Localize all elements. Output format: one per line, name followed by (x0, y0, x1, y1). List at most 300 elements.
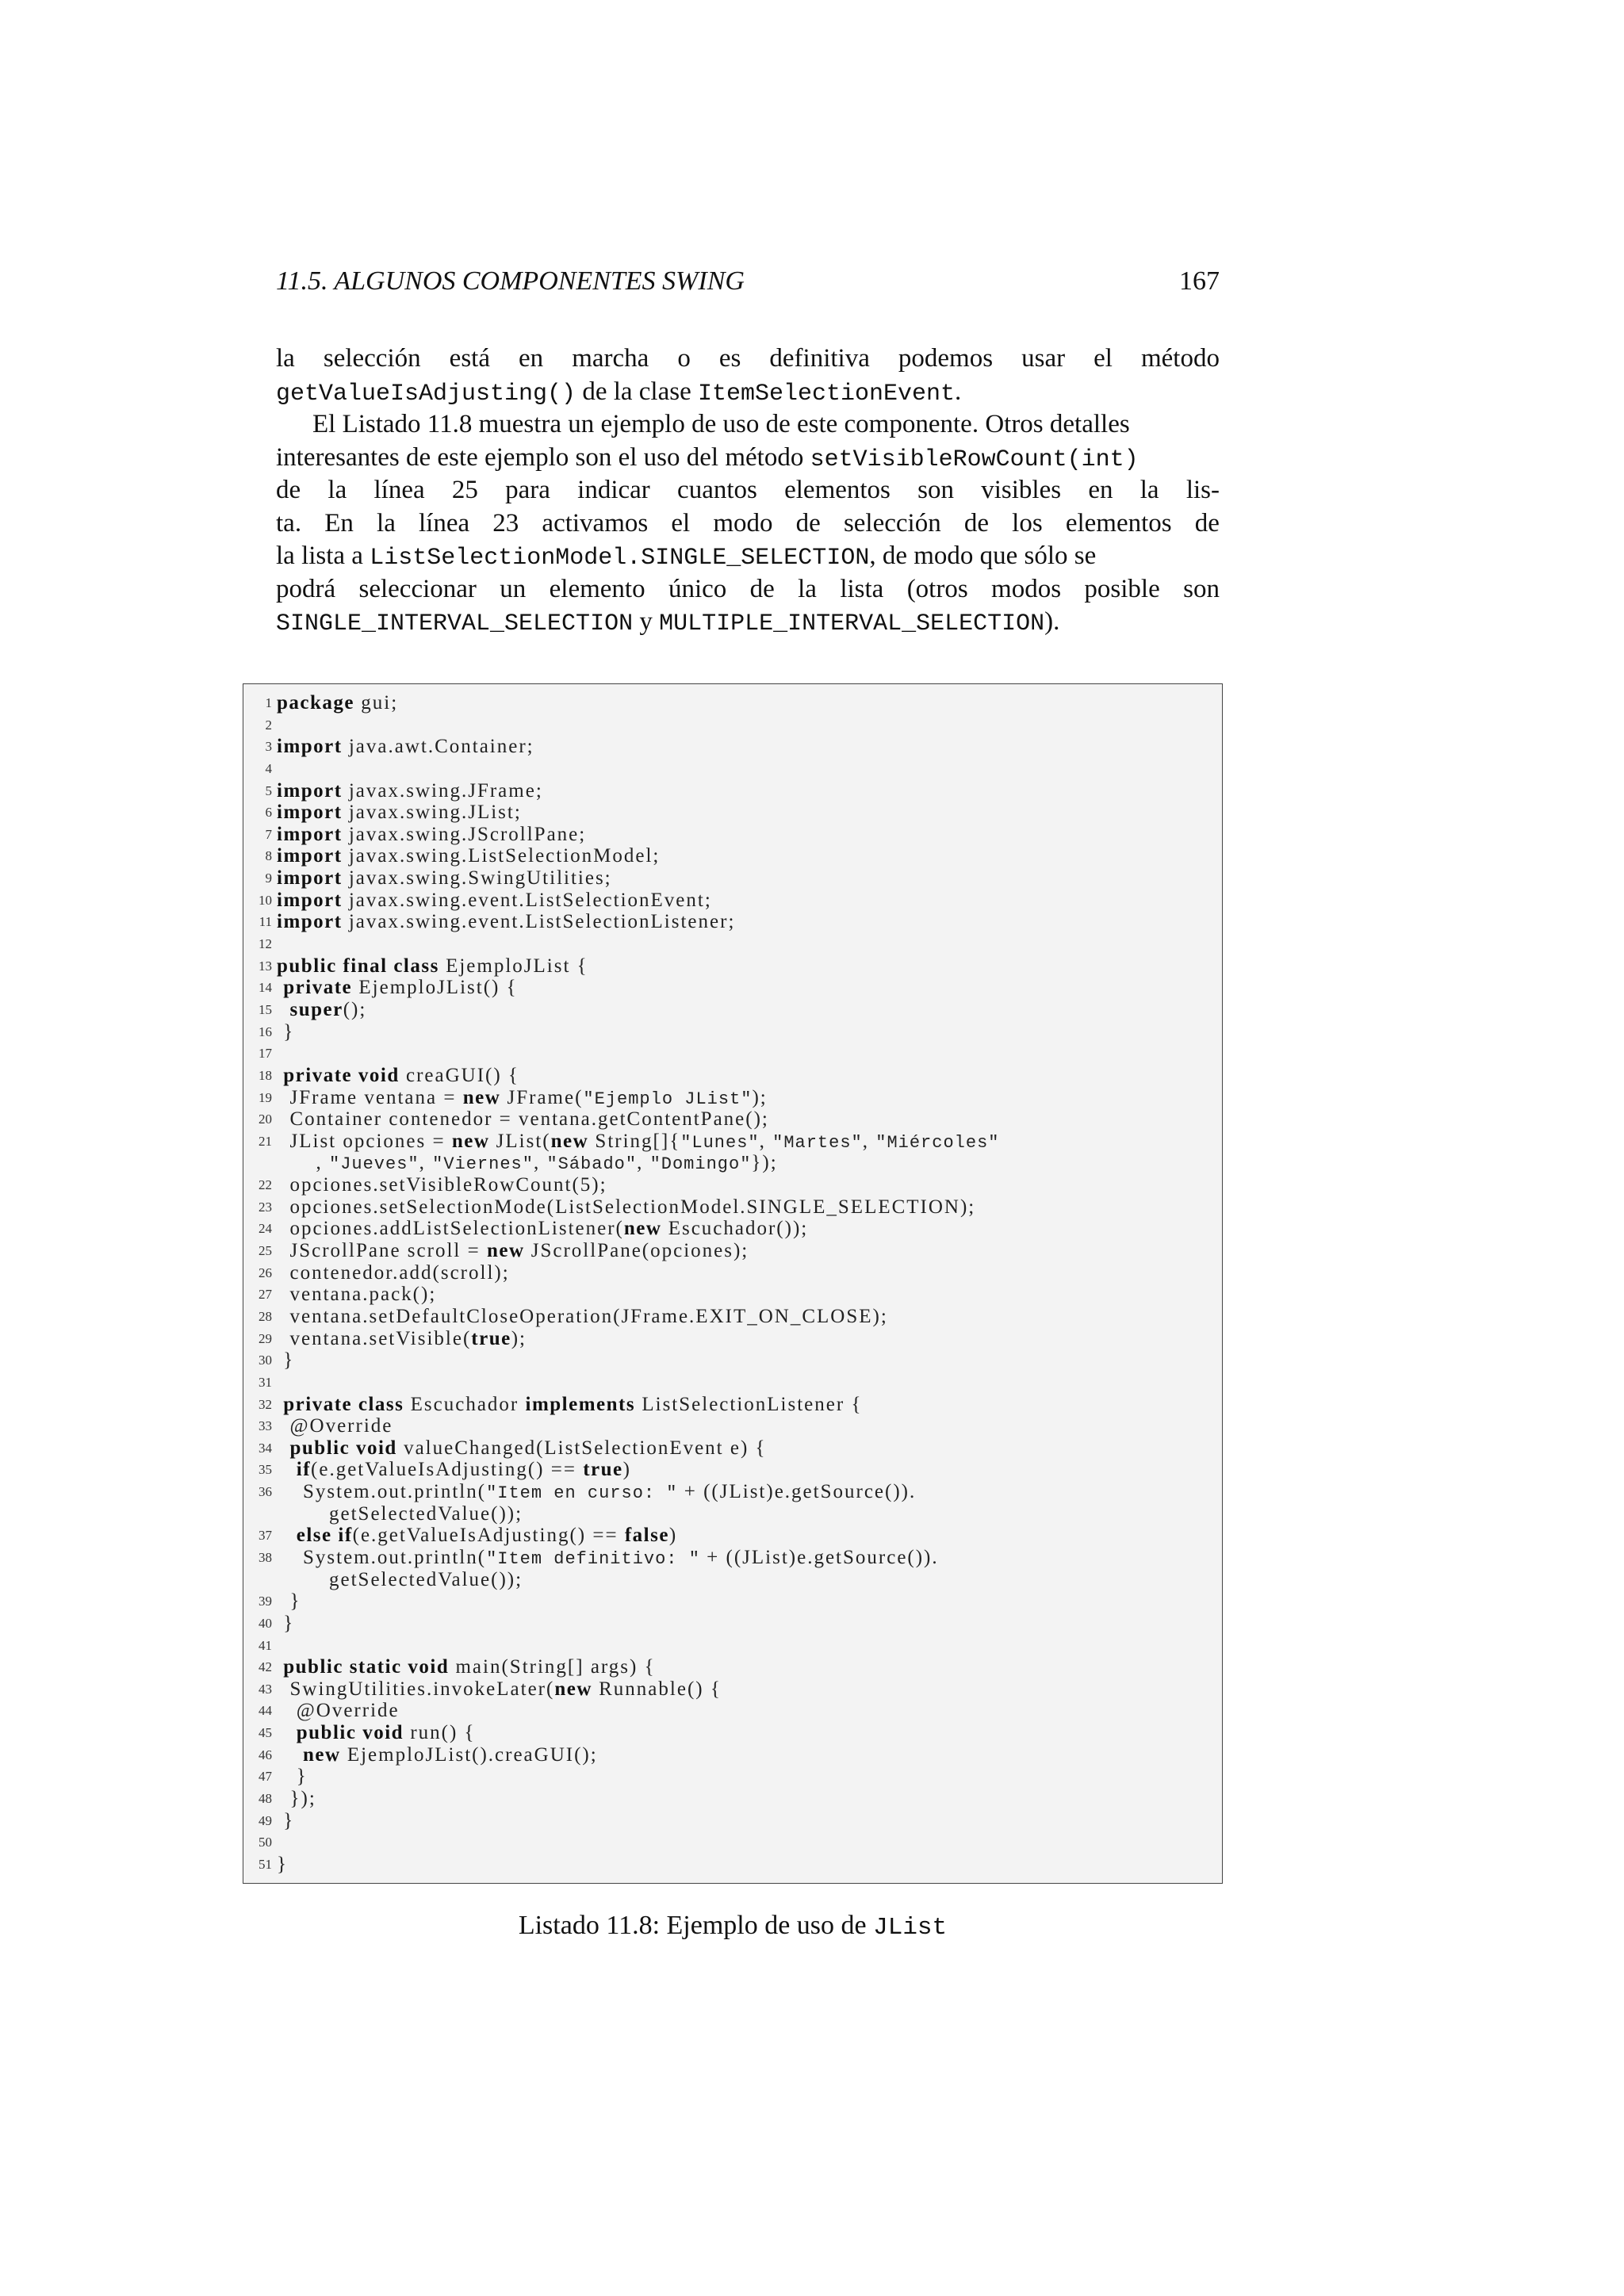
word: es (718, 344, 741, 373)
code-line (243, 999, 1222, 1021)
line-number: 9 (265, 871, 272, 886)
code-line (243, 1678, 1222, 1701)
code-token (277, 1459, 297, 1480)
code-token: + ((JList)e.getSource()). (699, 1546, 939, 1568)
code-token: } (277, 1612, 295, 1634)
code-keyword: new (486, 1240, 525, 1262)
code-token: javax.swing.ListSelectionModel; (342, 845, 661, 867)
code-token: JFrame( (500, 1086, 584, 1108)
code-keyword: public void (289, 1437, 397, 1459)
code-token: javax.swing.event.ListSelectionListener; (342, 911, 736, 933)
code-token: run() { (404, 1722, 476, 1744)
code-text (277, 1766, 308, 1788)
code-text (277, 1306, 888, 1328)
word: línea (373, 476, 425, 504)
code-line (243, 1613, 1222, 1635)
line-number: 42 (259, 1659, 272, 1675)
code-line (243, 1831, 1222, 1854)
text-run: ). (1044, 607, 1060, 636)
code-listing (243, 683, 1223, 1884)
code-token: Escuchador (404, 1393, 526, 1415)
code-text (277, 1503, 523, 1525)
word: único (668, 574, 727, 603)
code-token: ); (511, 1327, 527, 1349)
code-line (243, 1262, 1222, 1284)
code-text (277, 736, 534, 758)
code-line (243, 1021, 1222, 1043)
code-text (277, 1065, 519, 1087)
line-number: 51 (259, 1856, 272, 1872)
code-line (243, 890, 1222, 912)
code-line (243, 1196, 1222, 1219)
word: de (276, 476, 301, 504)
code-keyword: new (451, 1130, 490, 1152)
code-keyword: new (462, 1086, 501, 1108)
listing-caption (243, 1911, 1223, 1942)
code-token: JFrame ventana = (277, 1086, 463, 1108)
code-token: SwingUtilities.invokeLater( (277, 1678, 555, 1700)
line-number: 34 (259, 1440, 272, 1456)
caption-code: JList (873, 1914, 948, 1942)
code-keyword: super (289, 998, 343, 1020)
line-number: 33 (259, 1418, 272, 1434)
word: posible (1084, 574, 1160, 603)
code-token: ventana.setDefaultCloseOperation(JFrame.EXIT_ON_CLOSE); (277, 1305, 888, 1327)
code-text (277, 692, 398, 714)
code-text (277, 1021, 294, 1043)
code-line (243, 1547, 1222, 1569)
code-text (277, 911, 735, 933)
code-token: getSelectedValue()); (277, 1502, 523, 1525)
inline-code: ListSelectionModel.SINGLE_SELECTION (370, 545, 870, 572)
paragraph-2-line-5 (276, 540, 1220, 573)
paragraph-2-line-1: El Listado 11.8 muestra un ejemplo de uso de este componente. Otros detalles (312, 410, 1130, 438)
code-text (277, 1547, 939, 1571)
code-token: @Override (277, 1700, 400, 1722)
line-number: 3 (265, 739, 272, 755)
code-string: "Item en curso: " (486, 1483, 678, 1504)
word: de (963, 508, 990, 538)
code-token: opciones.addListSelectionListener( (277, 1218, 624, 1240)
page-header (276, 266, 1220, 301)
code-keyword: true (471, 1327, 511, 1349)
code-token: Container contenedor = ventana.getContentPane(); (277, 1108, 769, 1131)
code-line (243, 1459, 1222, 1481)
line-number: 14 (259, 980, 272, 996)
code-token: } (277, 1020, 295, 1043)
code-token (277, 1525, 297, 1546)
code-token: ListSelectionListener { (635, 1393, 863, 1415)
text-run: de la clase (576, 377, 698, 406)
code-text (277, 1284, 436, 1306)
code-token: EjemploJList() { (352, 977, 518, 999)
word: de (749, 574, 775, 603)
line-number: 36 (259, 1484, 272, 1500)
line-number: 35 (259, 1462, 272, 1478)
code-line (243, 1525, 1222, 1547)
code-text (277, 1810, 294, 1832)
code-token: , (277, 1152, 329, 1174)
code-line (243, 955, 1222, 978)
code-text (277, 1108, 769, 1131)
section-title: 11.5. ALGUNOS COMPONENTES SWING (276, 266, 745, 296)
code-token (277, 1656, 283, 1678)
code-token: } (277, 1809, 295, 1831)
code-token: , (637, 1152, 650, 1174)
code-line (243, 1722, 1222, 1744)
code-keyword: package (277, 692, 354, 714)
line-number: 45 (259, 1725, 272, 1741)
code-token: main(String[] args) { (449, 1656, 656, 1678)
code-string: "Martes" (772, 1132, 863, 1153)
code-token: java.awt.Container; (342, 736, 534, 758)
code-keyword: new (303, 1743, 341, 1766)
code-token: contenedor.add(scroll); (277, 1261, 510, 1284)
line-number: 30 (259, 1353, 272, 1368)
code-text (277, 1788, 316, 1810)
paragraph-2-line-3 (276, 474, 1220, 507)
word: o (677, 344, 691, 373)
word: seleccionar (358, 574, 477, 603)
code-token: (); (343, 998, 367, 1020)
code-token: JList opciones = (277, 1130, 452, 1152)
code-text (277, 1744, 598, 1766)
word: modo (713, 508, 773, 538)
code-line (243, 1656, 1222, 1678)
code-token: , (533, 1152, 547, 1174)
inline-code: MULTIPLE_INTERVAL_SELECTION (659, 610, 1045, 637)
code-token: javax.swing.SwingUtilities; (342, 867, 612, 890)
code-line (243, 758, 1222, 780)
code-token: javax.swing.JList; (342, 802, 522, 824)
paragraph-2-line-4 (276, 507, 1220, 541)
word: la (276, 344, 295, 373)
word: marcha (572, 344, 649, 373)
code-line (243, 1590, 1222, 1613)
word: la (798, 574, 817, 603)
code-token: valueChanged(ListSelectionEvent e) { (396, 1437, 767, 1459)
code-line (243, 1854, 1222, 1876)
code-token: JScrollPane scroll = (277, 1240, 487, 1262)
line-number: 6 (265, 805, 272, 821)
code-token (277, 999, 290, 1020)
code-string: "Miércoles" (875, 1132, 1000, 1153)
code-token: + ((JList)e.getSource()). (677, 1481, 917, 1503)
code-text (277, 1218, 808, 1240)
code-token: JList( (489, 1130, 551, 1152)
line-number: 23 (259, 1199, 272, 1215)
paragraph-2-line-6 (276, 573, 1220, 607)
code-token: opciones.setVisibleRowCount(5); (277, 1174, 607, 1196)
word: ta. (276, 508, 302, 538)
inline-code: SINGLE_INTERVAL_SELECTION (276, 610, 634, 637)
page-number: 167 (1179, 266, 1220, 296)
code-line (243, 1635, 1222, 1657)
line-number: 37 (259, 1528, 272, 1544)
word: para (505, 476, 550, 504)
code-text (277, 780, 543, 802)
code-keyword: public void (296, 1722, 404, 1744)
word: modos (991, 574, 1062, 603)
line-number: 13 (259, 958, 272, 974)
word: cuantos (677, 476, 757, 504)
word: método (1140, 344, 1220, 373)
code-text (277, 1590, 301, 1613)
code-token: ventana.setVisible( (277, 1327, 472, 1349)
code-text (277, 1678, 722, 1701)
paragraph-1-line-2 (276, 376, 1220, 409)
code-keyword: private class (283, 1393, 404, 1415)
word: la (327, 476, 347, 504)
code-token: Escuchador()); (661, 1218, 809, 1240)
code-token (277, 1065, 283, 1086)
word: elemento (549, 574, 645, 603)
code-token: String[]{ (588, 1130, 681, 1152)
code-keyword: import (277, 889, 343, 911)
line-number: 39 (259, 1594, 272, 1609)
code-token: javax.swing.event.ListSelectionEvent; (342, 889, 712, 911)
line-number: 38 (259, 1549, 272, 1565)
code-token: ) (622, 1459, 631, 1481)
code-line (243, 845, 1222, 867)
code-text (277, 1394, 862, 1416)
code-text (277, 1174, 607, 1196)
code-line (243, 1372, 1222, 1394)
code-token: javax.swing.JScrollPane; (342, 823, 587, 845)
code-line (243, 1087, 1222, 1109)
word: En (324, 508, 354, 538)
line-number: 27 (259, 1287, 272, 1303)
word: usar (1021, 344, 1066, 373)
code-text (277, 1262, 510, 1284)
code-keyword: import (277, 845, 343, 867)
code-keyword: new (550, 1130, 589, 1152)
code-keyword: implements (525, 1393, 636, 1415)
code-line (243, 1065, 1222, 1087)
code-line (243, 1415, 1222, 1437)
paragraph-1-line-1 (276, 342, 1220, 376)
text-run: , de modo que sólo se (869, 541, 1097, 570)
word: 25 (451, 476, 478, 504)
word: de (1194, 508, 1220, 538)
code-token: } (277, 1590, 301, 1613)
word: lista (840, 574, 884, 603)
code-line (243, 692, 1222, 714)
word: selección (843, 508, 941, 538)
code-text (277, 845, 660, 867)
code-token: JScrollPane(opciones); (524, 1240, 749, 1262)
line-number: 12 (259, 936, 272, 952)
code-token (277, 1437, 290, 1459)
code-line (243, 867, 1222, 890)
word: en (519, 344, 544, 373)
word: definitiva (769, 344, 870, 373)
code-line (243, 1700, 1222, 1722)
word: son (1183, 574, 1220, 603)
code-string: "Lunes" (680, 1132, 760, 1153)
line-number: 20 (259, 1112, 272, 1127)
code-token: } (277, 1853, 288, 1875)
code-line (243, 1108, 1222, 1131)
line-number: 21 (259, 1133, 272, 1149)
code-token (277, 1722, 297, 1743)
line-number: 15 (259, 1001, 272, 1017)
code-keyword: import (277, 736, 343, 758)
word: activamos (542, 508, 649, 538)
code-keyword: import (277, 802, 343, 824)
code-text (277, 1613, 294, 1635)
inline-code: setVisibleRowCount(int) (810, 446, 1139, 473)
code-token: (e.getValueIsAdjusting() == (352, 1525, 625, 1547)
line-number: 43 (259, 1681, 272, 1697)
code-token: @Override (277, 1415, 393, 1437)
caption-text: Listado 11.8: Ejemplo de uso de (518, 1911, 874, 1940)
code-line (243, 1240, 1222, 1262)
code-keyword: new (554, 1678, 592, 1700)
code-text (277, 1481, 916, 1505)
code-text (277, 999, 366, 1021)
line-number: 46 (259, 1747, 272, 1762)
code-line (243, 1394, 1222, 1416)
code-token: System.out.println( (277, 1481, 487, 1503)
code-text (277, 824, 586, 846)
code-keyword: true (583, 1459, 623, 1481)
line-number: 48 (259, 1791, 272, 1807)
code-token: (e.getValueIsAdjusting() == (311, 1459, 584, 1481)
line-number: 24 (259, 1221, 272, 1237)
word: elementos (784, 476, 891, 504)
code-token (277, 977, 283, 998)
line-number: 49 (259, 1812, 272, 1828)
code-string: "Jueves" (329, 1154, 419, 1175)
code-token: , (862, 1130, 876, 1152)
code-text (277, 1415, 393, 1437)
word: un (500, 574, 527, 603)
code-token: ); (752, 1086, 768, 1108)
code-token: getSelectedValue()); (277, 1568, 523, 1590)
text-run: y (633, 607, 660, 636)
code-line (243, 1810, 1222, 1832)
line-number: 29 (259, 1330, 272, 1346)
code-token: , (419, 1152, 433, 1174)
code-line (243, 1218, 1222, 1240)
line-number: 44 (259, 1703, 272, 1719)
word: el (671, 508, 691, 538)
code-line (243, 824, 1222, 846)
word: de (795, 508, 821, 538)
code-text (277, 1722, 476, 1744)
code-text (277, 1459, 631, 1481)
code-token: ) (668, 1525, 678, 1547)
inline-code: ItemSelectionEvent (697, 380, 956, 408)
code-line (243, 780, 1222, 802)
code-token: javax.swing.JFrame; (342, 779, 543, 802)
code-line (243, 1284, 1222, 1306)
code-text (277, 1525, 677, 1547)
text-run: . (955, 377, 962, 406)
code-token: System.out.println( (277, 1546, 487, 1568)
code-string: "Sábado" (546, 1154, 638, 1175)
word: elementos (1065, 508, 1172, 538)
code-keyword: private (283, 977, 353, 999)
code-text (277, 1854, 288, 1876)
line-number: 26 (259, 1265, 272, 1280)
code-token: EjemploJList { (439, 955, 588, 977)
code-token: Runnable() { (592, 1678, 722, 1700)
code-text (277, 1328, 527, 1350)
code-keyword: import (277, 911, 343, 933)
word: en (1088, 476, 1113, 504)
code-token: , (759, 1130, 773, 1152)
code-string: "Viernes" (432, 1154, 534, 1175)
code-text (277, 1349, 294, 1372)
word: los (1012, 508, 1043, 538)
code-line (243, 1766, 1222, 1788)
line-number: 17 (259, 1046, 272, 1062)
code-line (243, 911, 1222, 933)
line-number: 4 (265, 760, 272, 776)
code-line (243, 1043, 1222, 1065)
code-keyword: import (277, 779, 343, 802)
line-number: 47 (259, 1769, 272, 1785)
line-number: 25 (259, 1243, 272, 1259)
text-run: interesantes de este ejemplo son el uso del método (276, 442, 810, 472)
code-line (243, 714, 1222, 737)
code-line (243, 1503, 1222, 1525)
code-token: }); (277, 1788, 316, 1810)
code-text (277, 1700, 400, 1722)
code-line (243, 1437, 1222, 1460)
line-number: 7 (265, 826, 272, 842)
code-line (243, 1569, 1222, 1591)
line-number: 18 (259, 1067, 272, 1083)
code-text (277, 955, 588, 978)
code-token: } (277, 1349, 295, 1372)
code-keyword: public final class (277, 955, 439, 977)
line-number: 19 (259, 1089, 272, 1105)
code-token (277, 1744, 303, 1766)
line-number: 2 (265, 717, 272, 733)
word: la (377, 508, 396, 538)
code-text (277, 1656, 656, 1678)
code-token: }); (751, 1152, 778, 1174)
code-text (277, 1131, 999, 1154)
word: indicar (577, 476, 650, 504)
word: está (449, 344, 490, 373)
code-token: gui; (354, 692, 399, 714)
paragraph-2-line-7 (276, 606, 1220, 639)
code-text (277, 1196, 975, 1219)
code-line (243, 1744, 1222, 1766)
code-keyword: import (277, 823, 343, 845)
code-lines (243, 692, 1222, 1876)
word: son (917, 476, 954, 504)
code-keyword: public static void (283, 1656, 450, 1678)
word: visibles (981, 476, 1062, 504)
code-line (243, 1788, 1222, 1810)
body-text (276, 342, 1220, 639)
code-text (277, 1240, 749, 1262)
code-line (243, 1306, 1222, 1328)
line-number: 11 (259, 914, 272, 930)
line-number: 1 (265, 695, 272, 710)
code-keyword: false (624, 1525, 669, 1547)
word: selección (323, 344, 421, 373)
word: la (1139, 476, 1159, 504)
line-number: 28 (259, 1308, 272, 1324)
code-keyword: if (296, 1459, 312, 1481)
line-number: 40 (259, 1615, 272, 1631)
